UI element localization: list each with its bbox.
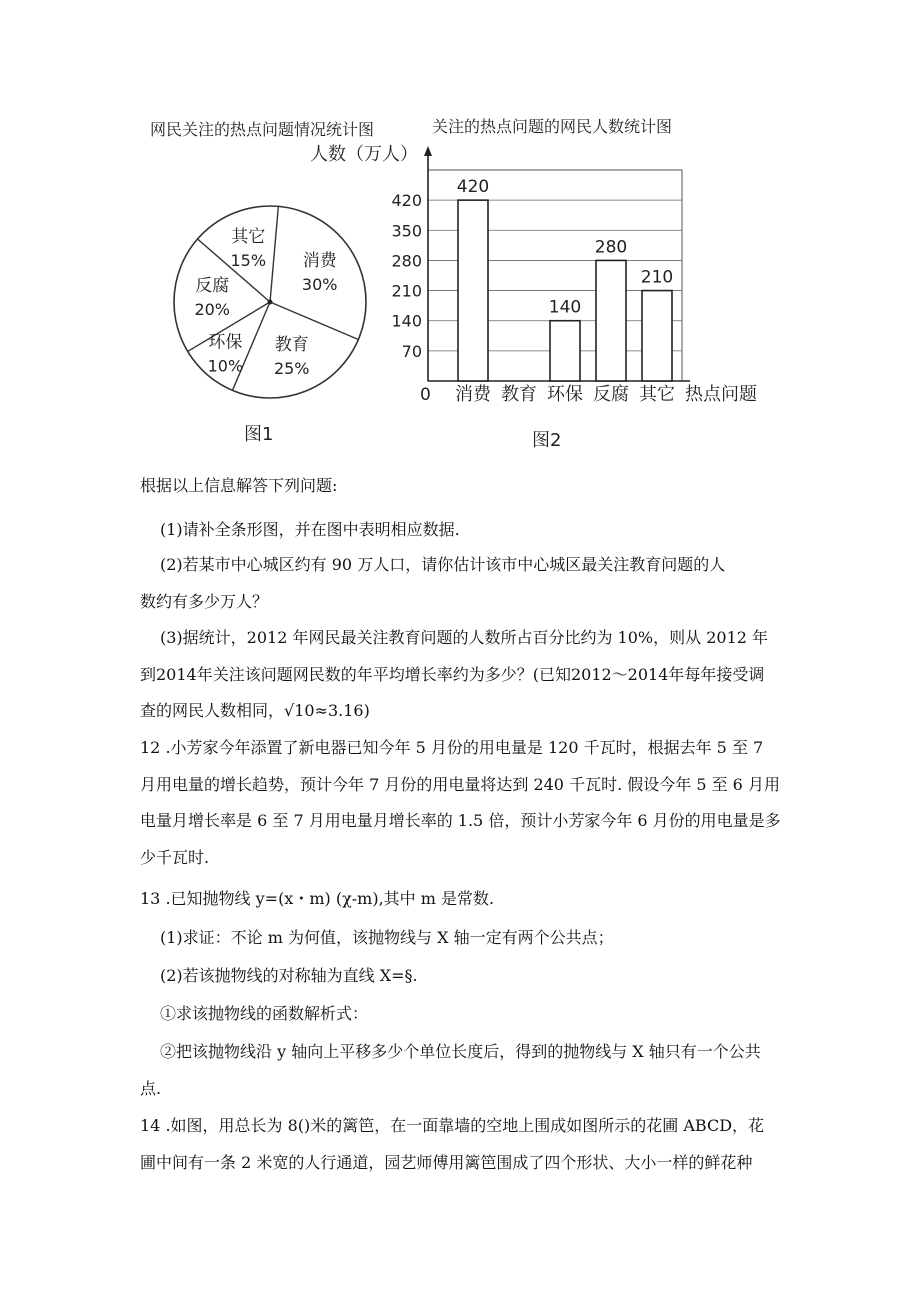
- bar-data-label: 140: [548, 297, 582, 318]
- fig1-caption: 图1: [244, 424, 274, 445]
- bar-chart: [391, 146, 690, 405]
- pie-center: [268, 300, 273, 305]
- pie-chart: [174, 206, 366, 398]
- pie-slice-edge: [270, 206, 278, 302]
- y-tick-label: 140: [391, 311, 422, 331]
- pie-slice-percent: 15%: [230, 251, 267, 271]
- question-3-line-1: (3)据统计，2012 年网民最关注教育问题的人数所占百分比约为 10%，则从 2012 年: [160, 628, 769, 647]
- fig2-xlabel: 热点问题: [685, 384, 757, 405]
- pie-slice-name: 环保: [208, 332, 243, 353]
- pie-slice-name: 其它: [231, 227, 266, 248]
- fig2-caption: 图2: [532, 430, 562, 451]
- fig2-origin: 0: [420, 385, 431, 405]
- y-tick-label: 210: [391, 281, 422, 301]
- bar-data-label: 420: [456, 177, 490, 198]
- problem-13-line-1: 13 .已知抛物线 y=(x・m) (χ-m),其中 m 是常数.: [140, 889, 495, 908]
- x-tick-label: 反腐: [593, 384, 629, 405]
- pie-slice-percent: 25%: [273, 358, 310, 378]
- x-tick-label: 其它: [639, 384, 675, 405]
- intro-text: 根据以上信息解答下列问题:: [140, 476, 338, 495]
- y-axis-arrow: [424, 146, 432, 156]
- pie-slice-percent: 20%: [194, 299, 231, 319]
- fig1-title: 网民关注的热点问题情况统计图: [150, 120, 375, 139]
- problem-14-line-2: 圃中间有一条 2 米宽的人行通道，园艺师傅用篱笆围成了四个形状、大小一样的鲜花种: [140, 1153, 753, 1172]
- problem-13-part-1: (1)求证：不论 m 为何值，该抛物线与 X 轴一定有两个公共点；: [160, 928, 614, 947]
- figures-area: [0, 0, 920, 470]
- x-tick-label: 教育: [501, 384, 537, 405]
- problem-13-part-2: (2)若该抛物线的对称轴为直线 X=§.: [160, 966, 418, 985]
- problem-14-line-1: 14 .如图，用总长为 8()米的篱笆，在一面靠墙的空地上围成如图所示的花圃 ABCD，花: [140, 1116, 765, 1135]
- problem-12-line-1: 12 .小芳家今年添置了新电器已知今年 5 月份的用电量是 120 千瓦时，根据去年 5 至 7: [140, 738, 764, 757]
- y-tick-label: 420: [391, 191, 422, 211]
- pie-slice-percent: 10%: [207, 356, 244, 376]
- problem-13-end: 点.: [140, 1079, 162, 1098]
- x-tick-label: 环保: [547, 384, 583, 405]
- question-2-line-2: 数约有多少万人？: [140, 592, 269, 611]
- pie-slice-name: 消费: [302, 251, 337, 272]
- question-1: (1)请补全条形图，并在图中表明相应数据.: [160, 520, 460, 539]
- problem-13-sub-2: ②把该抛物线沿 y 轴向上平移多少个单位长度后，得到的抛物线与 X 轴只有一个公共: [160, 1042, 761, 1061]
- bar-反腐: [596, 260, 626, 381]
- bar-其它: [642, 291, 672, 381]
- pie-slice-name: 教育: [274, 334, 309, 355]
- y-tick-label: 280: [391, 251, 422, 271]
- x-tick-label: 消费: [455, 384, 491, 405]
- question-3-line-3: 查的网民人数相同，√10≈3.16): [140, 701, 370, 720]
- bar-data-label: 210: [640, 267, 674, 288]
- fig2-ylabel: 人数（万人）: [310, 144, 418, 165]
- fig2-title: 关注的热点问题的网民人数统计图: [432, 117, 673, 136]
- pie-slice-name: 反腐: [195, 275, 230, 296]
- pie-slice-percent: 30%: [301, 275, 338, 295]
- bar-环保: [550, 321, 580, 381]
- problem-13-sub-1: ①求该抛物线的函数解析式：: [160, 1004, 369, 1023]
- question-2-line-1: (2)若某市中心城区约有 90 万人口，请你估计该市中心城区最关注教育问题的人: [160, 555, 726, 574]
- problem-12-line-4: 少千瓦时.: [140, 848, 210, 867]
- problem-12-line-2: 月用电量的增长趋势，预计今年 7 月份的用电量将达到 240 千瓦时. 假设今年 5 至 6 月用: [140, 775, 780, 794]
- y-tick-label: 350: [391, 221, 422, 241]
- question-3-line-2: 到2014年关注该问题网民数的年平均增长率约为多少？(已知2012～2014年每年接受调: [140, 665, 765, 684]
- y-tick-label: 70: [401, 341, 422, 361]
- bar-消费: [458, 200, 488, 381]
- problem-12-line-3: 电量月增长率是 6 至 7 月用电量月增长率的 1.5 倍，预计小芳家今年 6 月份的用电量是多: [140, 811, 781, 830]
- figures-svg: [0, 0, 920, 470]
- bar-data-label: 280: [594, 237, 628, 258]
